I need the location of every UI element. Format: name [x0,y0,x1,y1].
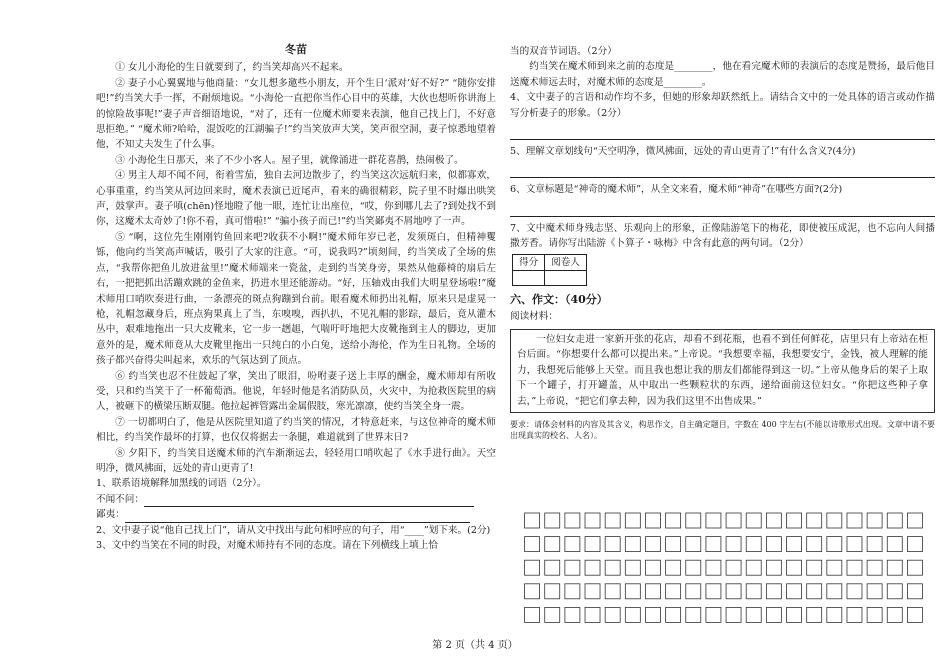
answer-line[interactable] [510,164,935,178]
grid-cell[interactable] [726,513,741,528]
grid-cell[interactable] [645,560,660,575]
paragraph-7: ⑦ 一切都明白了，他是从医院里知道了约当笑的情况，才特意赶来，与这位神奇的魔术师相比，约当笑作最坏的打算，也仅仅将据去一条腿，难道就到了世界末日? [96,416,496,444]
grid-cell[interactable] [746,607,761,622]
grid-cell[interactable] [545,584,560,599]
grid-cell[interactable] [867,537,882,552]
grid-cell[interactable] [827,513,842,528]
grid-cell[interactable] [766,537,781,552]
grid-cell[interactable] [565,537,580,552]
paragraph-5: ⑤ “啊，这位先生刚刚钓鱼回来吧?收获不小啊!”魔术师年岁已老，发须斑白，但精神矍铄，他向约当笑高声喊话，吸引了大家的注意。“可，说我吗?”顷刻间，约当笑成了全场的焦点，“我帮你把鱼儿放进盆里!”魔术师端来一瓷盆，走到约当笑身旁，果然从他藤椅的扇后左右，一把把抓出活蹦欢跳的金鱼来，扔进水里还能游动。“好，压轴戏由我们大明星登场啦!”魔术师用口哨吹奏进行曲，一条漂亮的斑点狗蹦到台前。眼看魔术师扔出礼帽，原来只是虚晃一枪，礼帽忽藏身后，班点狗果真上了当，东嗅嗅，西扒扒，不见礼帽的影踪，最后，竟从灌木丛中，艰难地拖出一只大皮靴来，它一步一趔趄，气喘吁吁地把大皮靴拖到主人的脚边，更加意外的是，魔术师竟从大皮靴里拖出一只纯白的小白兔，送给小海伦，作为生日礼物。全场的孩子都兴奋得尖叫起来，欢乐的气氛达到了顶点。 [96,231,496,367]
grid-cell[interactable] [766,560,781,575]
grid-cell[interactable] [706,537,721,552]
grid-cell[interactable] [585,537,600,552]
grid-cell[interactable] [766,513,781,528]
reading-material-box [510,329,935,413]
grid-cell[interactable] [907,560,922,575]
question-1a [96,492,496,507]
grid-cell[interactable] [565,513,580,528]
reading-material-text: 一位妇女走进一家新开张的花店，却看不到花瓶，也看不到任何鲜花，店里只有上帝站在柜台后面。“你想要什么都可以提出来。”上帝说。“我想要幸福，我想要安宁，金钱，被人理解的能力，我想死后能够上天堂。而且我也想让我的朋友们都能得到这一切。”上帝从他身后的架子上取下一个罐子，打开罐盖，从中取出一些颗粒状的东西，递给面前这位妇女。“你把这些种子拿去，”上帝说，“把它们拿去种，因为我们这里不出售成果。” [517,333,928,407]
grid-cell[interactable] [726,584,741,599]
score-cell[interactable] [513,271,545,286]
grid-cell[interactable] [706,560,721,575]
grid-cell[interactable] [545,537,560,552]
grid-cell[interactable] [625,560,640,575]
grid-cell[interactable] [807,560,822,575]
grid-cell[interactable] [525,513,540,528]
grid-cell[interactable] [605,607,620,622]
grid-cell[interactable] [887,537,902,552]
page-footer: 第 2 页（共 4 页） [432,640,518,651]
grid-cell[interactable] [746,584,761,599]
reviewer-label: 阅卷人 [545,254,587,270]
grid-cell[interactable] [746,513,761,528]
grid-cell[interactable] [666,537,681,552]
grid-cell[interactable] [666,513,681,528]
grid-cell[interactable] [827,537,842,552]
grid-cell[interactable] [605,560,620,575]
grid-cell[interactable] [565,584,580,599]
grid-cell[interactable] [565,560,580,575]
grid-cell[interactable] [686,537,701,552]
grid-cell[interactable] [706,513,721,528]
essay-section-heading: 六、作文：（40分） [510,293,608,307]
grid-cell[interactable] [605,584,620,599]
grid-cell[interactable] [645,607,660,622]
question-1: 1、联系语境解释加黑线的词语（2分）。 [96,478,267,490]
grid-cell[interactable] [807,537,822,552]
grid-cell[interactable] [666,584,681,599]
paragraph-4: ④ 男主人却不闻不问，衔着雪茄，独自去河边散步了，约当笑这次远航归来，似都寡欢，心事重重，约当笑从河边回来时，魔术表演已近尾声，看来的确很精彩，院子里不时爆出哄笑声，鼓掌声。妻子嗔(chēn)怪地瞪了他一眼，连忙让出座位，“哎，你到哪儿去了?到处找不到你，这魔术太奇妙了!你不看，真可惜啦!” “骗小孩子而已!”约当笑鄙夷不屑地哼了一声。 [96,170,496,228]
grid-cell[interactable] [847,560,862,575]
grid-cell[interactable] [706,584,721,599]
grid-cell[interactable] [645,513,660,528]
question-1b [96,507,496,522]
grid-cell[interactable] [625,537,640,552]
grid-cell[interactable] [525,560,540,575]
grid-cell[interactable] [787,537,802,552]
grid-cell[interactable] [686,584,701,599]
grid-cell[interactable] [545,513,560,528]
grid-cell[interactable] [907,513,922,528]
grid-cell[interactable] [847,513,862,528]
paragraph-1: ① 女儿小海伦的生日就要到了，约当笑却高兴不起来。 [115,62,349,74]
grid-cell[interactable] [525,584,540,599]
reviewer-cell[interactable] [545,271,587,286]
question-2: 2、文中妻子说“他自己找上门”，请从文中找出与此句相呼应的句子，用“____”划下来。(2分) [96,524,491,536]
grid-cell[interactable] [666,607,681,622]
writing-grid[interactable] [522,512,925,630]
grid-cell[interactable] [605,513,620,528]
right-column [510,44,935,447]
paragraph-8: ⑧ 夕阳下，约当笑目送魔术师的汽车渐渐远去，轻轻用口哨吹起了《水手进行曲》。天空明净，微风拂面，远处的青山更青了! [96,447,496,474]
q1b-label: 鄙夷： [96,509,125,521]
grid-cell[interactable] [565,607,580,622]
grid-cell[interactable] [887,560,902,575]
grid-cell[interactable] [545,607,560,622]
grid-cell[interactable] [585,584,600,599]
answer-line[interactable] [510,203,935,217]
grid-cell[interactable] [726,560,741,575]
grid-cell[interactable] [787,560,802,575]
grid-cell[interactable] [726,537,741,552]
essay-requirement: 要求：请体会材料的内容及其含义，构思作文，自主确定题目，字数在 400 字左右(不能以诗歌形式出现。文章中请不要出现真实的校名、人名）。 [510,419,935,440]
question-7: 7、文中魔术师身残志坚、乐观向上的形象，正像陆游笔下的梅花，即使被压成泥，也不忘向人间播撒芳香。请你写出陆游《卜算子・咏梅》中含有此意的两句词。（2分） [510,222,935,250]
paragraph-2: ② 妻子小心翼翼地与他商量：“女儿想多邀些小朋友，开个生日‘派对’好不好?” “随你安排吧!”约当笑大手一挥，不耐烦地说。“小海伦一直把你当作心目中的英雄，大伙也想听你讲海上的惊险故事呢!”妻子声音细语地说，“对了，还有一位魔术师要来表演，他自己找上门，不好意思拒绝。” “魔术师?哈哈，混饭吃的江湖骗子!”约当笑放声大笑，笑声很空洞，妻子惊悉地望着他，不知丈夫发生了什么事。 [96,77,496,151]
grid-cell[interactable] [746,537,761,552]
paragraph-3: ③ 小海伦生日那天，来了不少小客人。屋子里，就像涌进一群花喜鹊，热闹极了。 [115,154,464,166]
question-3: 3、文中约当笑在不同的时段，对魔术师持有不同的态度。请在下列横线上填上恰 [96,540,438,551]
grid-cell[interactable] [766,584,781,599]
grid-cell[interactable] [766,607,781,622]
grid-cell[interactable] [605,537,620,552]
grid-cell[interactable] [887,513,902,528]
grid-cell[interactable] [706,607,721,622]
grid-cell[interactable] [666,560,681,575]
grid-cell[interactable] [827,584,842,599]
grid-cell[interactable] [645,584,660,599]
grid-cell[interactable] [867,560,882,575]
grid-cell[interactable] [887,607,902,622]
grid-cell[interactable] [625,584,640,599]
grid-cell[interactable] [907,607,922,622]
question-5: 5、理解文章划线句“天空明净，微风拂面，远处的青山更青了!”有什么含义?(4分) [510,146,856,158]
grid-cell[interactable] [887,584,902,599]
grid-cell[interactable] [545,560,560,575]
grid-cell[interactable] [746,560,761,575]
grid-cell[interactable] [625,607,640,622]
grid-cell[interactable] [827,607,842,622]
score-label: 得分 [513,254,545,270]
score-table [512,254,587,286]
question-6: 6、文章标题是“神奇的魔术师”，从全文来看，魔术师“神奇”在哪些方面?(2分) [510,184,843,196]
grid-cell[interactable] [625,513,640,528]
grid-cell[interactable] [867,584,882,599]
grid-cell[interactable] [807,607,822,622]
grid-cell[interactable] [645,537,660,552]
paragraph-6: ⑥ 约当笑也忍不住鼓起了掌，笑出了眼泪，吩咐妻子送上丰厚的酬金，魔术师却有所收受，只和约当笑干了一杯葡萄酒。他说，年轻时他是名消防队员，火灾中，为抢救医院里的病人，被砸下的横梁压断双腿。他拉起裤管露出金属假肢，寒光凛凛，使约当笑全身一震。 [96,370,496,413]
grid-cell[interactable] [847,607,862,622]
grid-cell[interactable] [525,537,540,552]
grid-cell[interactable] [787,607,802,622]
grid-cell[interactable] [787,513,802,528]
grid-cell[interactable] [867,513,882,528]
answer-line[interactable] [510,126,935,140]
grid-cell[interactable] [867,607,882,622]
grid-cell[interactable] [787,584,802,599]
question-3-fill: 约当笑在魔术师到来之前的态度是________，他在看完魔术师的表演后的态度是赞扬，最后他目送魔术师远去时，对魔术师的态度是________。 [510,61,935,88]
grid-cell[interactable] [525,607,540,622]
grid-cell[interactable] [907,537,922,552]
grid-cell[interactable] [686,513,701,528]
question-3-continued: 当的双音节词语。（2分） [510,46,617,57]
grid-cell[interactable] [585,513,600,528]
grid-cell[interactable] [807,513,822,528]
grid-cell[interactable] [686,560,701,575]
article-title: 冬苗 [285,43,307,56]
grid-cell[interactable] [585,607,600,622]
grid-cell[interactable] [726,607,741,622]
grid-cell[interactable] [847,537,862,552]
grid-cell[interactable] [847,584,862,599]
grid-cell[interactable] [907,584,922,599]
grid-cell[interactable] [686,607,701,622]
reading-material-label: 阅读材料： [510,311,558,323]
grid-cell[interactable] [827,560,842,575]
left-column [96,42,496,553]
q1a-label: 不闻不问： [96,493,144,505]
grid-cell[interactable] [807,584,822,599]
question-4: 4、文中妻子的言语和动作均不多，但她的形象却跃然纸上。请结合文中的一处具体的语言或动作描写分析妻子的形象。（2分） [510,92,935,119]
grid-cell[interactable] [585,560,600,575]
